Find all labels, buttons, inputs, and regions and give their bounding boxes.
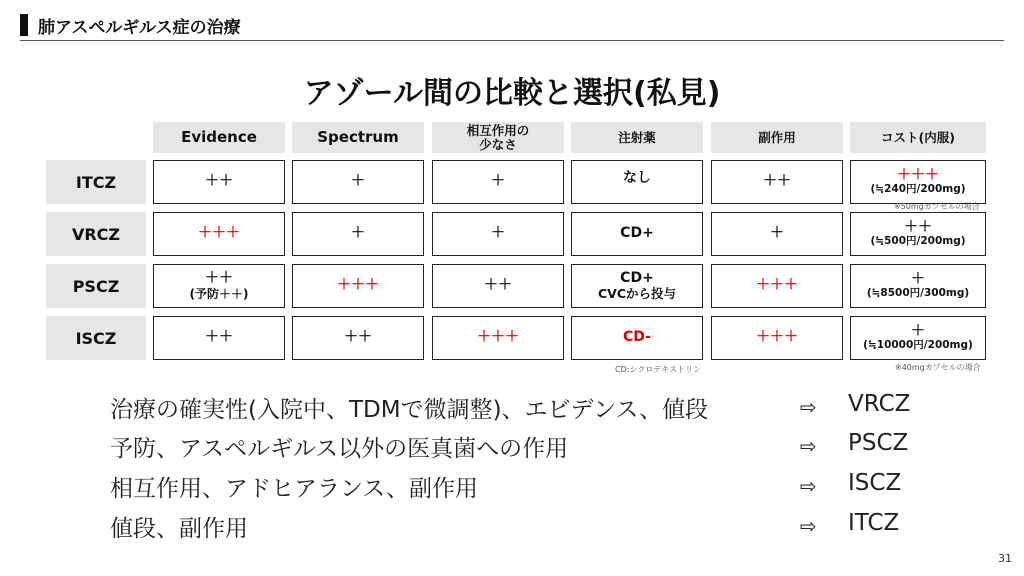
- cell-vrcz-interaction: ＋: [432, 212, 564, 256]
- result-1: VRCZ: [848, 391, 911, 417]
- col-header-injection: 注射薬: [571, 122, 703, 153]
- statement-3: 相互作用、アドヒアランス、副作用: [110, 476, 478, 502]
- statement-4: 値段、副作用: [110, 516, 248, 542]
- col-header-evidence: Evidence: [153, 122, 285, 153]
- cell-pscz-injection: CD+ CVCから投与: [571, 264, 703, 308]
- arrow-icon: ⇨: [800, 434, 817, 458]
- cell-pscz-cost: ＋ (≒8500円/300mg): [850, 264, 986, 308]
- statement-1: 治療の確実性(入院中、TDMで微調整)、エビデンス、値段: [110, 397, 709, 423]
- cell-vrcz-cost: ＋＋ (≒500円/200mg): [850, 212, 986, 256]
- cell-iscz-interaction: ＋＋＋: [432, 316, 564, 360]
- cell-itcz-spectrum: ＋: [292, 160, 424, 204]
- note-iscz-capsule: ※40mgカプセルの場合: [895, 363, 981, 372]
- cell-iscz-spectrum: ＋＋: [292, 316, 424, 360]
- cell-iscz-side-effects: ＋＋＋: [711, 316, 843, 360]
- cell-itcz-injection: なし: [571, 160, 703, 204]
- arrow-icon: ⇨: [800, 514, 817, 538]
- col-header-side-effects: 副作用: [711, 122, 843, 153]
- cell-pscz-evidence: ＋＋ (予防＋＋): [153, 264, 285, 308]
- page-number: 31: [998, 552, 1012, 565]
- col-header-interaction: 相互作用の 少なさ: [432, 122, 564, 153]
- row-header-iscz: ISCZ: [46, 316, 146, 360]
- cell-pscz-interaction: ＋＋: [432, 264, 564, 308]
- cell-vrcz-injection: CD+: [571, 212, 703, 256]
- cell-itcz-side-effects: ＋＋: [711, 160, 843, 204]
- result-3: ISCZ: [848, 470, 902, 496]
- cell-itcz-evidence: ＋＋: [153, 160, 285, 204]
- cell-vrcz-side-effects: ＋: [711, 212, 843, 256]
- statement-2: 予防、アスペルギルス以外の医真菌への作用: [110, 436, 569, 462]
- row-header-vrcz: VRCZ: [46, 212, 146, 256]
- header-title: 肺アスペルギルス症の治療: [38, 18, 241, 38]
- cell-iscz-evidence: ＋＋: [153, 316, 285, 360]
- row-header-itcz: ITCZ: [46, 160, 146, 204]
- header-bar: [20, 14, 28, 36]
- cell-vrcz-spectrum: ＋: [292, 212, 424, 256]
- result-4: ITCZ: [848, 510, 900, 536]
- note-cd-definition: CD:シクロデキストリン: [615, 365, 702, 374]
- main-title: アゾール間の比較と選択(私見): [303, 76, 721, 111]
- col-header-cost: コスト(内服): [850, 122, 986, 153]
- row-header-pscz: PSCZ: [46, 264, 146, 308]
- cell-pscz-spectrum: ＋＋＋: [292, 264, 424, 308]
- cell-iscz-injection: CD-: [571, 316, 703, 360]
- cell-iscz-cost: ＋ (≒10000円/200mg): [850, 316, 986, 360]
- cell-pscz-side-effects: ＋＋＋: [711, 264, 843, 308]
- cell-itcz-interaction: ＋: [432, 160, 564, 204]
- result-2: PSCZ: [848, 430, 909, 456]
- slide-header: [20, 8, 1004, 41]
- cell-vrcz-evidence: ＋＋＋: [153, 212, 285, 256]
- cell-itcz-cost: ＋＋＋ (≒240円/200mg): [850, 160, 986, 204]
- arrow-icon: ⇨: [800, 395, 817, 419]
- arrow-icon: ⇨: [800, 474, 817, 498]
- col-header-spectrum: Spectrum: [292, 122, 424, 153]
- note-itcz-capsule: ※50mgカプセルの場合: [894, 202, 980, 211]
